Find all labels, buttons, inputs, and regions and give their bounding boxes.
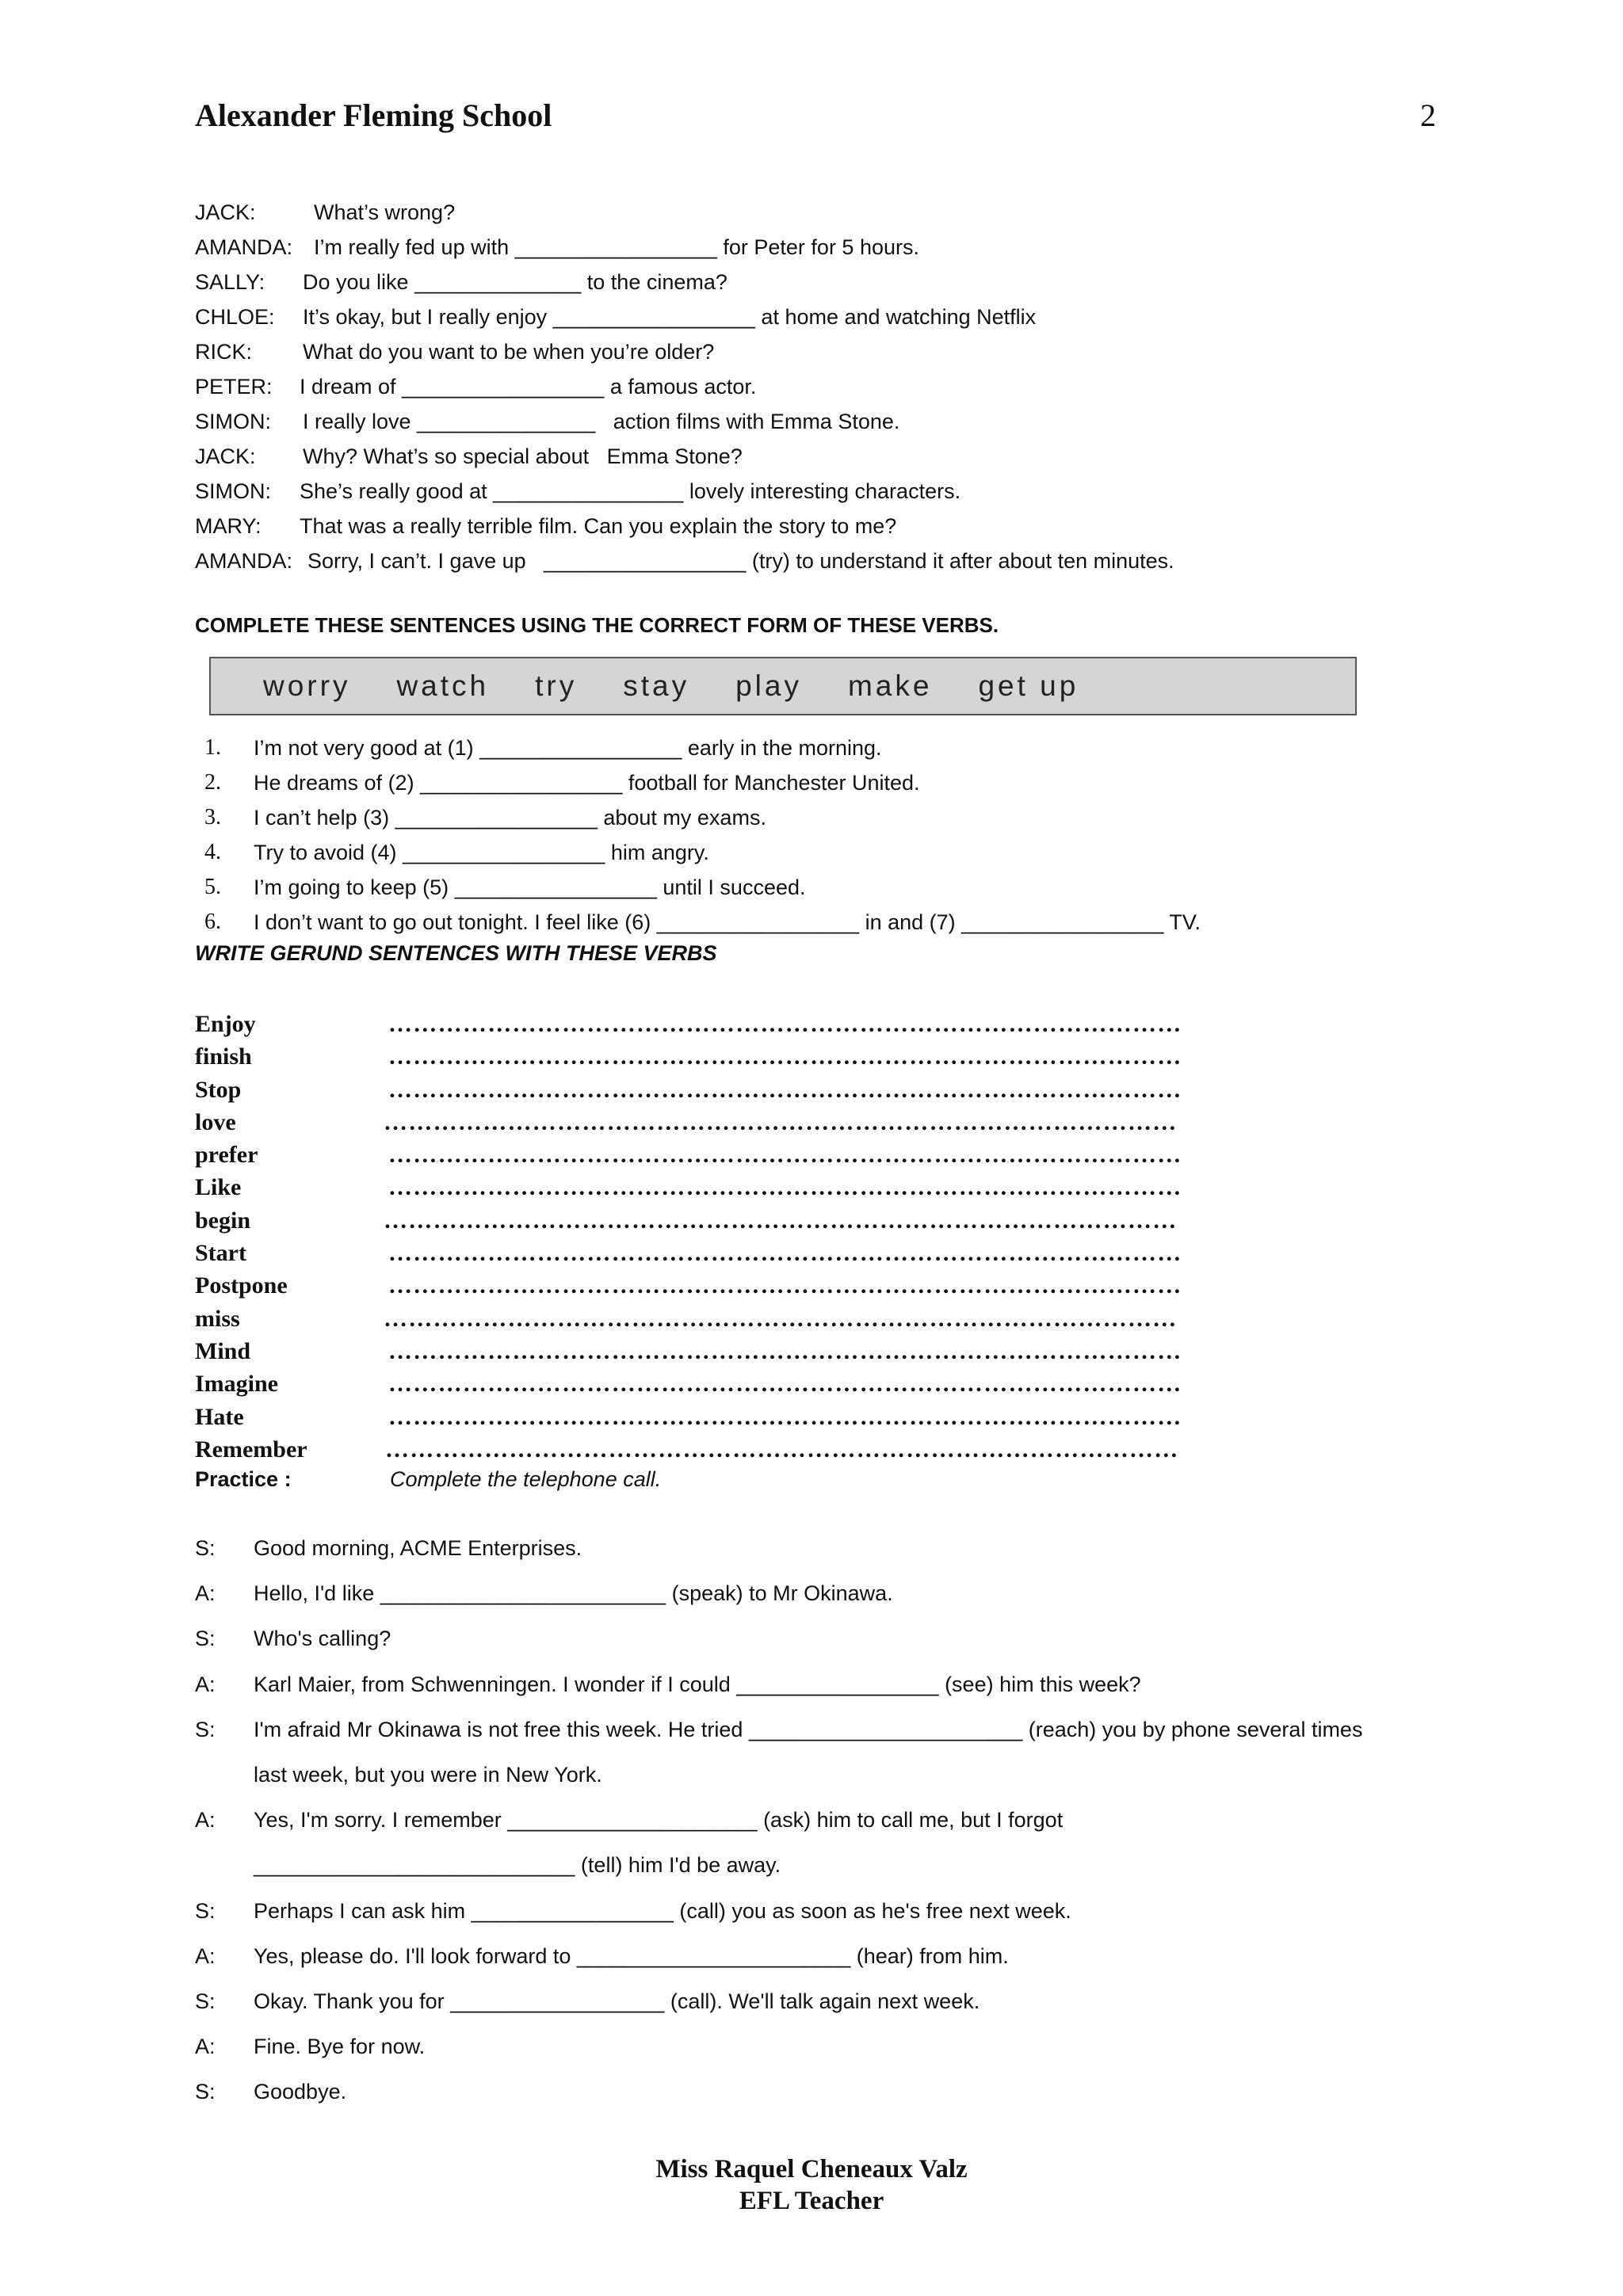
- line-text: It’s okay, but I really enjoy _________________ at home and watching Netflix: [303, 305, 1037, 329]
- speaker: SIMON:: [195, 410, 272, 433]
- dialog-line: [195, 509, 1174, 543]
- line-text: What do you want to be when you’re older?: [303, 340, 715, 364]
- call-line: [195, 1616, 1362, 1661]
- gerund-row: [195, 1237, 1182, 1269]
- verb-option: get up: [978, 669, 1079, 702]
- exercise-item: [204, 835, 1201, 870]
- item-number: 3.: [204, 805, 221, 830]
- verb-option: try: [535, 669, 578, 702]
- gerund-verb: Mind: [195, 1337, 251, 1364]
- line-text: Good morning, ACME Enterprises.: [254, 1536, 582, 1560]
- writing-line: ……………………………………………………………………………………: [384, 1108, 1178, 1135]
- line-text: I'm afraid Mr Okinawa is not free this week. He tried _______________________ (reach) you by phone several times: [254, 1717, 1363, 1741]
- gerund-row: [195, 1074, 1182, 1106]
- speaker: A:: [195, 1581, 216, 1606]
- gerund-row: [195, 1008, 1182, 1040]
- speaker: JACK:: [195, 200, 256, 224]
- exercise-item: [204, 905, 1201, 940]
- gerund-verb: begin: [195, 1207, 251, 1234]
- call-line: [195, 2024, 1362, 2069]
- telephone-call: [195, 1526, 1362, 2115]
- speaker: A:: [195, 1672, 216, 1696]
- exercise-item: [204, 730, 1201, 765]
- teacher-name: Miss Raquel Cheneaux Valz: [655, 2155, 968, 2183]
- line-text: I really love _______________ action films with Emma Stone.: [303, 410, 900, 433]
- speaker: A:: [195, 1943, 216, 1968]
- speaker: A:: [195, 2035, 216, 2059]
- dialog-line: [195, 543, 1174, 578]
- verb-box: [209, 657, 1357, 715]
- line-text: Yes, please do. I'll look forward to _______________________ (hear) from him.: [254, 1943, 1009, 1968]
- line-text: Karl Maier, from Schwenningen. I wonder if I could _________________ (see) him this week?: [254, 1672, 1141, 1696]
- speaker: S:: [195, 2080, 216, 2104]
- gerund-row: [195, 1204, 1182, 1237]
- item-number: 6.: [204, 910, 221, 934]
- line-text: last week, but you were in New York.: [254, 1762, 602, 1787]
- item-text: I don’t want to go out tonight. I feel like (6) _________________ in and (7) _________________ TV.: [254, 910, 1201, 934]
- practice-instruction: Complete the telephone call.: [390, 1467, 662, 1491]
- dialog-line: [195, 334, 1174, 369]
- line-text: Why? What’s so special about Emma Stone?: [303, 444, 743, 468]
- page-number: 2: [1420, 97, 1436, 133]
- gerund-verb: love: [195, 1108, 236, 1135]
- verb-option: stay: [623, 669, 690, 702]
- verb-option: worry: [263, 669, 351, 702]
- gerund-row: [195, 1367, 1182, 1400]
- dialog-line: [195, 265, 1174, 299]
- line-text: I’m really fed up with _________________ for Peter for 5 hours.: [314, 235, 919, 259]
- writing-line: ……………………………………………………………………………………: [388, 1043, 1182, 1070]
- line-text: I dream of _________________ a famous actor.: [300, 375, 757, 399]
- gerund-verb: Start: [195, 1240, 246, 1267]
- speaker: [195, 1843, 254, 1888]
- writing-line: ……………………………………………………………………………………: [388, 1403, 1182, 1430]
- writing-line: ……………………………………………………………………………………: [388, 1371, 1182, 1398]
- gerund-row: [195, 1433, 1182, 1466]
- speaker: CHLOE:: [195, 305, 275, 329]
- line-text: Okay. Thank you for __________________ (call). We'll talk again next week.: [254, 1989, 980, 2013]
- speaker: JACK:: [195, 444, 256, 468]
- writing-line: ……………………………………………………………………………………: [388, 1076, 1182, 1103]
- line-text: What’s wrong?: [314, 200, 456, 224]
- speaker: S:: [195, 1627, 216, 1651]
- school-title: Alexander Fleming School: [195, 97, 552, 133]
- writing-line: ……………………………………………………………………………………: [384, 1207, 1178, 1234]
- speaker: S:: [195, 1898, 216, 1923]
- gerund-list: [195, 1008, 1182, 1466]
- writing-line: ……………………………………………………………………………………: [385, 1436, 1179, 1463]
- gerund-verb: Postpone: [195, 1272, 288, 1299]
- call-line: [195, 1934, 1362, 1979]
- item-text: I’m going to keep (5) _________________ until I succeed.: [254, 875, 806, 899]
- item-number: 2.: [204, 770, 221, 795]
- sentence-exercise: [204, 730, 1201, 940]
- writing-line: ……………………………………………………………………………………: [388, 1337, 1182, 1364]
- practice-label: Practice :: [195, 1467, 292, 1491]
- line-text: Hello, I'd like ________________________ (speak) to Mr Okinawa.: [254, 1581, 893, 1606]
- dialog-line: [195, 230, 1174, 265]
- line-text: Goodbye.: [254, 2080, 347, 2104]
- call-line: [195, 1889, 1362, 1934]
- speaker: PETER:: [195, 375, 273, 399]
- gerund-verb: Stop: [195, 1076, 242, 1103]
- verb-option: play: [735, 669, 802, 702]
- gerund-row: [195, 1269, 1182, 1302]
- writing-line: ……………………………………………………………………………………: [384, 1305, 1178, 1332]
- verb-option: watch: [396, 669, 490, 702]
- call-line: [195, 1662, 1362, 1707]
- verb-option: make: [847, 669, 933, 702]
- speaker: A:: [195, 1808, 216, 1833]
- dialog-line: [195, 195, 1174, 230]
- exercise-item: [204, 765, 1201, 800]
- line-text: She’s really good at ________________ lovely interesting characters.: [300, 479, 961, 503]
- practice-heading: [195, 1467, 661, 1492]
- gerund-verb: Hate: [195, 1403, 244, 1430]
- gerund-row: [195, 1171, 1182, 1203]
- speaker: SALLY:: [195, 270, 265, 294]
- line-text: Yes, I'm sorry. I remember _____________________ (ask) him to call me, but I forgot: [254, 1808, 1064, 1833]
- speaker: AMANDA:: [195, 235, 293, 259]
- teacher-role: EFL Teacher: [739, 2187, 884, 2215]
- gerund-title: WRITE GERUND SENTENCES WITH THESE VERBS: [195, 941, 717, 965]
- gerund-verb: finish: [195, 1043, 252, 1070]
- writing-line: ……………………………………………………………………………………: [388, 1174, 1182, 1201]
- footer: [0, 2153, 1623, 2217]
- line-text: Fine. Bye for now.: [254, 2035, 426, 2059]
- call-line: [195, 1707, 1362, 1753]
- speaker: S:: [195, 1989, 216, 2013]
- gerund-verb: Remember: [195, 1436, 307, 1463]
- call-line: [195, 1979, 1362, 2024]
- dialog-line: [195, 404, 1174, 439]
- call-line: [195, 1526, 1362, 1571]
- item-text: I can’t help (3) _________________ about my exams.: [254, 806, 766, 830]
- gerund-verb: Enjoy: [195, 1011, 256, 1037]
- call-line: [195, 2069, 1362, 2115]
- item-text: Try to avoid (4) _________________ him angry.: [254, 841, 709, 864]
- gerund-verb: Imagine: [195, 1371, 278, 1398]
- gerund-row: [195, 1302, 1182, 1335]
- writing-line: ……………………………………………………………………………………: [388, 1011, 1182, 1037]
- item-text: I’m not very good at (1) _________________ early in the morning.: [254, 736, 882, 760]
- speaker: MARY:: [195, 514, 262, 538]
- call-line: [195, 1798, 1362, 1843]
- speaker: S:: [195, 1536, 216, 1560]
- gerund-row: [195, 1335, 1182, 1367]
- call-line: [195, 1571, 1362, 1616]
- speaker: SIMON:: [195, 479, 272, 503]
- dialog-exercise: [195, 195, 1174, 578]
- line-text: Perhaps I can ask him _________________ (call) you as soon as he's free next week.: [254, 1898, 1071, 1923]
- writing-line: ……………………………………………………………………………………: [388, 1142, 1182, 1169]
- gerund-row: [195, 1138, 1182, 1171]
- dialog-line: [195, 299, 1174, 334]
- exercise-item: [204, 800, 1201, 835]
- gerund-row: [195, 1040, 1182, 1073]
- item-number: 5.: [204, 875, 221, 899]
- gerund-verb: Like: [195, 1174, 242, 1201]
- item-number: 1.: [204, 735, 221, 760]
- call-line: [195, 1843, 1362, 1888]
- writing-line: ……………………………………………………………………………………: [388, 1240, 1182, 1267]
- line-text: ___________________________ (tell) him I'd be away.: [254, 1853, 781, 1878]
- exercise-item: [204, 870, 1201, 905]
- call-line: [195, 1753, 1362, 1798]
- item-number: 4.: [204, 840, 221, 864]
- speaker: RICK:: [195, 340, 253, 364]
- gerund-verb: miss: [195, 1305, 240, 1332]
- dialog-line: [195, 439, 1174, 474]
- speaker: [195, 1753, 254, 1798]
- speaker: S:: [195, 1717, 216, 1741]
- line-text: Do you like ______________ to the cinema?: [303, 270, 727, 294]
- dialog-line: [195, 474, 1174, 509]
- speaker: AMANDA:: [195, 549, 293, 573]
- line-text: That was a really terrible film. Can you explain the story to me?: [300, 514, 897, 538]
- item-text: He dreams of (2) _________________ football for Manchester United.: [254, 771, 920, 795]
- exercise-title: COMPLETE THESE SENTENCES USING THE CORRECT FORM OF THESE VERBS.: [195, 613, 999, 637]
- line-text: Sorry, I can’t. I gave up _________________ (try) to understand it after about ten minutes.: [307, 549, 1174, 573]
- gerund-verb: prefer: [195, 1142, 258, 1169]
- dialog-line: [195, 369, 1174, 404]
- line-text: Who's calling?: [254, 1627, 391, 1651]
- gerund-row: [195, 1401, 1182, 1433]
- gerund-row: [195, 1106, 1182, 1138]
- writing-line: ……………………………………………………………………………………: [388, 1272, 1182, 1299]
